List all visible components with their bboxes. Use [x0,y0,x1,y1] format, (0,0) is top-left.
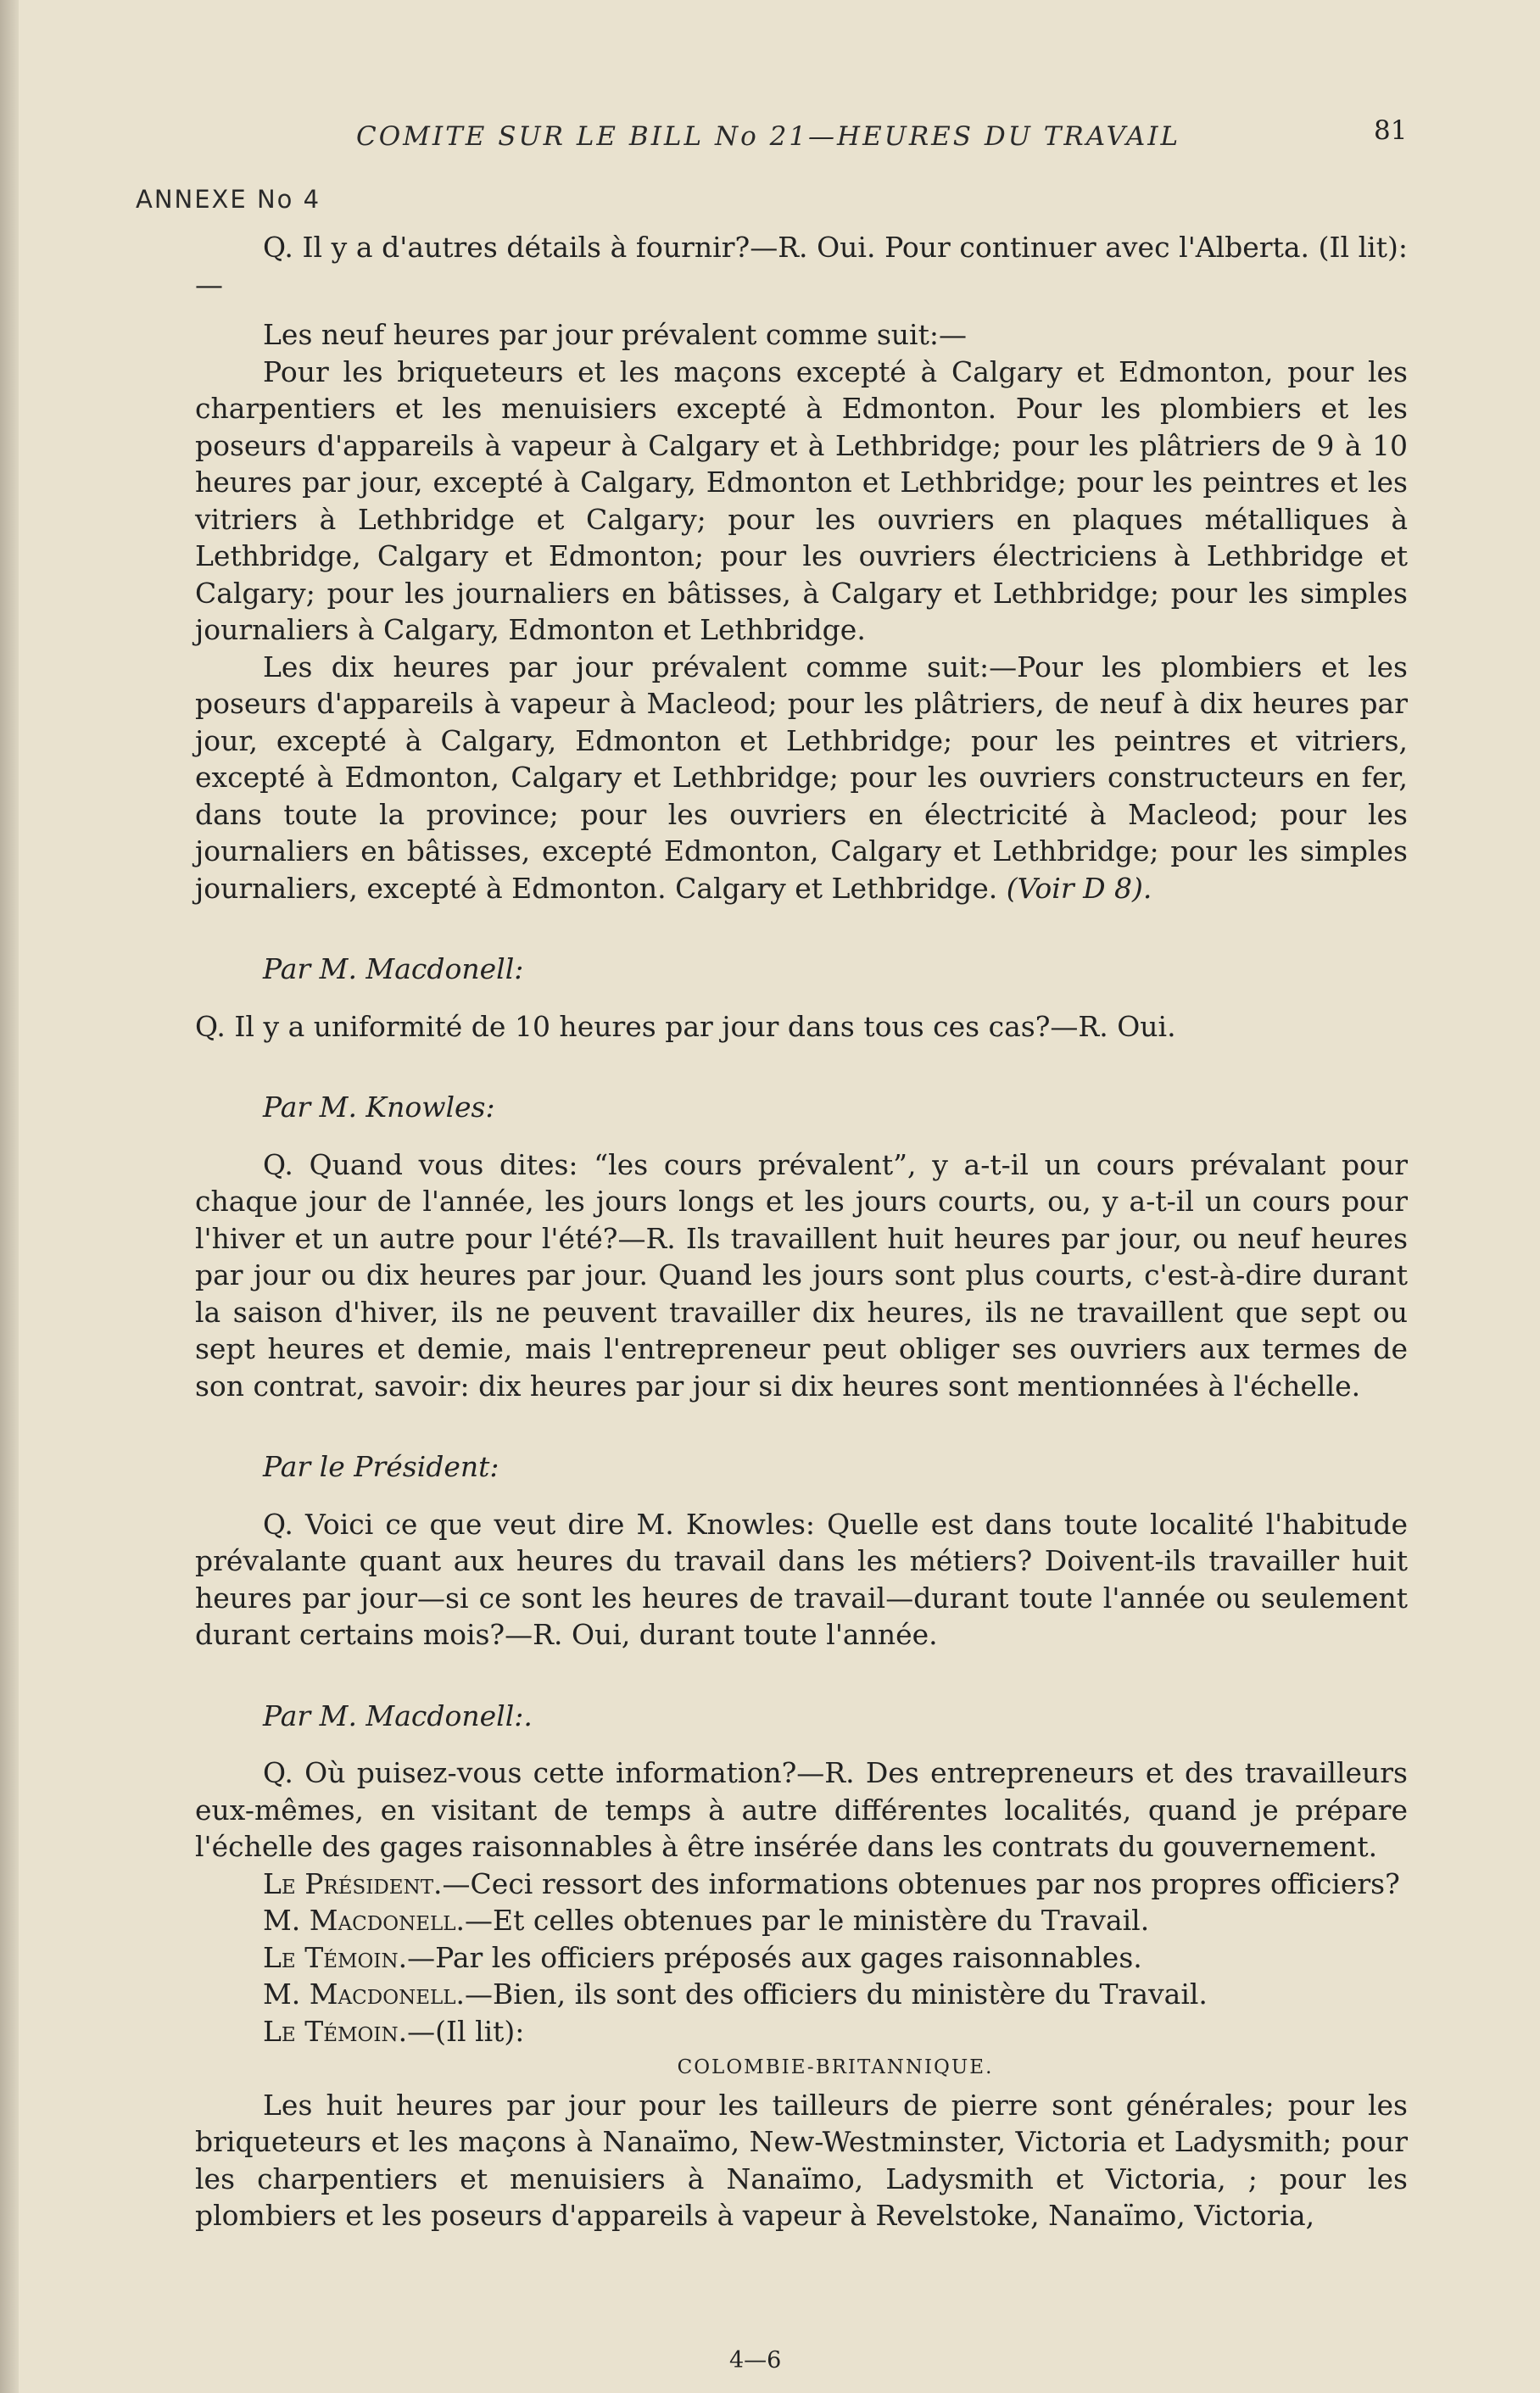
body-text [195,229,1408,2234]
dialogue-line [195,1866,1408,1903]
dialogue-speaker: M. Macdonell. [263,1904,466,1937]
paragraph-question-details: Q. Il y a d'autres détails à fournir?—R. Oui. Pour continuer avec l'Alberta. (Il lit):— [195,231,1408,301]
annex-label: ANNEXE No 4 [136,185,321,214]
paragraph-uniformity-question: Q. Il y a uniformité de 10 heures par jour dans tous ces cas?—R. Oui. [195,1009,1176,1043]
paragraph-knowles-question: Q. Quand vous dites: “les cours prévalent”, y a-t-il un cours prévalant pour chaque jour de l'année, les jours longs et les jours courts, ou, y a-t-il un cours pour l'hiver et un autre pour l'été?—R. Ils travaillent huit heures par jour, ou neuf heures par jour ou dix heures par jour. Quand les jours sont plus courts, c'est-à-dire durant la saison d'hiver, ils ne peuvent travailler dix heures, ils ne travaillent que sept ou sept heures et demie, mais l'entrepreneur peut obliger ses ouvriers aux termes de son contrat, savoir: dix heures par jour si dix heures sont mentionnées à l'échelle. [195,1147,1408,1403]
dialogue-speaker: Le Témoin. [263,2014,408,2048]
paragraph-british-columbia: Les huit heures par jour pour les tailleurs de pierre sont générales; pour les briqueteurs et les maçons à Nanaïmo, New-Westminster, Victoria et Ladysmith; pour les charpentiers et menuisiers à Nanaïmo, Ladysmith et Victoria, ; pour les plombiers et les poseurs d'appareils à vapeur à Revelstoke, Nanaïmo, Victoria, [195,2088,1408,2232]
dialogue-speaker: Le Témoin. [263,1940,408,1974]
dialogue-text: —Par les officiers préposés aux gages raisonnables. [407,1940,1142,1974]
paragraph-president-question: Q. Voici ce que veut dire M. Knowles: Quelle est dans toute localité l'habitude prévalante quant aux heures du travail dans les métiers? Doivent-ils travailler huit heures par jour—si ce sont les heures de travail—durant toute l'année ou seulement durant certains mois?—R. Oui, durant toute l'année. [195,1507,1408,1651]
dialogue-text: —Bien, ils sont des officiers du ministère du Travail. [465,1977,1208,2011]
paragraph-ten-hours-list [195,649,1408,907]
page-binding-edge [0,0,19,2393]
dialogue-speaker: Le Président. [263,1866,443,1900]
paragraph-information-source: Q. Où puisez-vous cette information?—R. Des entrepreneurs et des travailleurs eux-mêmes, en visitant de temps à autre différentes localités, quand je prépare l'échelle des gages raisonnables à être insérée dans les contrats du gouvernement. [195,1756,1408,1863]
dialogue-text: —Et celles obtenues par le ministère du Travail. [465,1904,1150,1937]
dialogue-line [195,1902,1408,1939]
paragraph-nine-hours-list: Pour les briqueteurs et les maçons excepté à Calgary et Edmonton, pour les charpentiers et les menuisiers excepté à Edmonton. Pour les plombiers et les poseurs d'appareils à vapeur à Calgary et à Lethbridge; pour les plâtriers de 9 à 10 heures par jour, excepté à Calgary, Edmonton et Lethbridge; pour les peintres et les vitriers à Lethbridge et Calgary; pour les ouvriers en plaques métalliques à Lethbridge, Calgary et Edmonton; pour les ouvriers électriciens à Lethbridge et Calgary; pour les journaliers en bâtisses, à Calgary et Lethbridge; pour les simples journaliers à Calgary, Edmonton et Lethbridge. [195,354,1408,646]
dialogue-line [195,2013,1408,2050]
paragraph-nine-hours-intro: Les neuf heures par jour prévalent comme suit:— [263,318,967,351]
sheet-signature-mark: 4—6 [729,2347,782,2373]
dialogue-line [195,1976,1408,2013]
dialogue-text: —(Il lit): [407,2014,525,2048]
page-number: 81 [1374,115,1408,146]
speaker-heading: Par M. Knowles: [263,1091,495,1124]
speaker-heading: Par le Président: [263,1450,499,1483]
speaker-heading: Par M. Macdonell: [263,952,524,985]
running-header-title: COMITE SUR LE BILL No 21—HEURES DU TRAVAIL [356,121,1181,152]
dialogue-text: —Ceci ressort des informations obtenues par nos propres officiers? [442,1866,1400,1900]
section-heading: COLOMBIE-BRITANNIQUE. [677,2056,994,2078]
reference-note: (Voir D 8). [1006,871,1152,905]
ten-hours-text: Les dix heures par jour prévalent comme suit:—Pour les plombiers et les poseurs d'appareils à vapeur à Macleod; pour les plâtriers, de neuf à dix heures par jour, excepté à Calgary, Edmonton et Lethbridge; pour les peintres et vitriers, excepté à Edmonton, Calgary et Lethbridge; pour les ouvriers constructeurs en fer, dans toute la province; pour les ouvriers en électricité à Macleod; pour les journaliers en bâtisses, excepté Edmonton, Calgary et Lethbridge; pour les simples journaliers, excepté à Edmonton. Calgary et Lethbridge. [195,650,1408,905]
dialogue-line [195,1939,1408,1977]
speaker-heading: Par M. Macdonell:. [263,1699,533,1732]
dialogue-speaker: M. Macdonell. [263,1977,466,2011]
